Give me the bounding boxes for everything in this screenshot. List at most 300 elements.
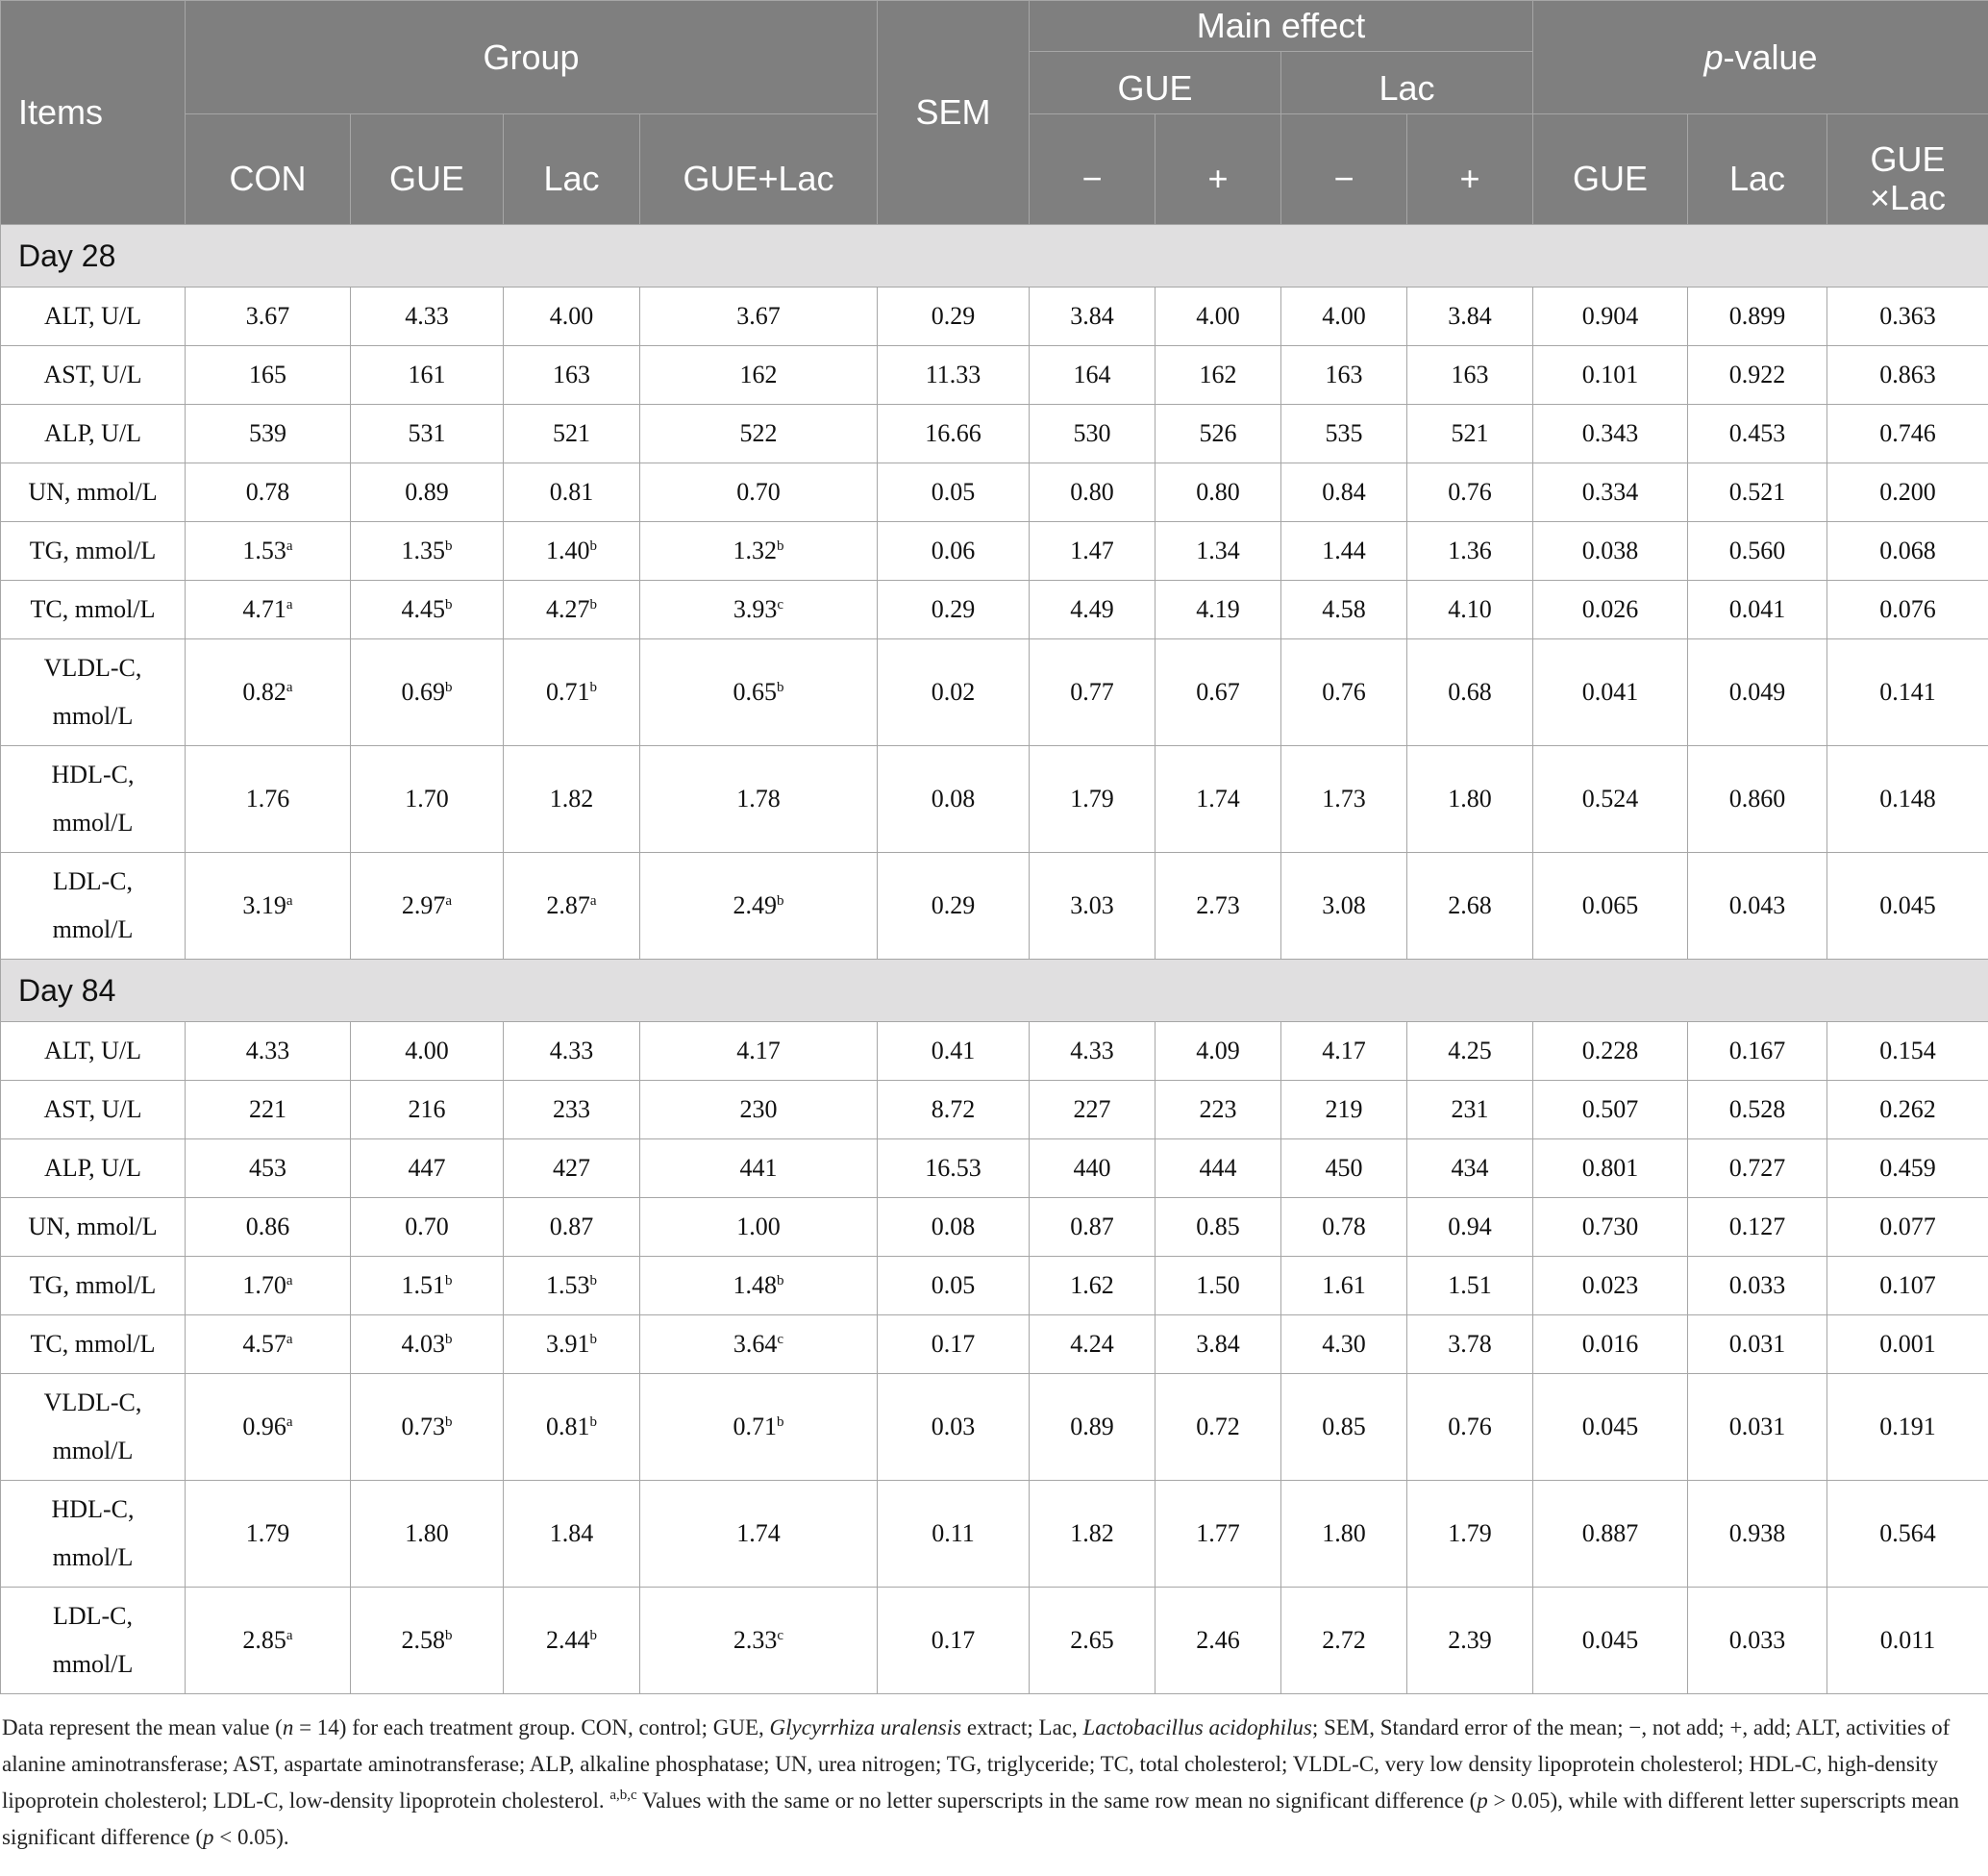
cell-lac xyxy=(504,1198,640,1257)
header-lac-plus: + xyxy=(1407,114,1533,225)
cell-gue-minus: 0.87 xyxy=(1030,1198,1156,1257)
cell-value: 3.64 xyxy=(733,1330,778,1358)
cell-lac xyxy=(504,522,640,581)
item-label: ALT, U/L xyxy=(43,302,142,330)
cell-gue xyxy=(351,1481,504,1588)
cell-lac-minus: 0.76 xyxy=(1281,639,1407,746)
table-footnote xyxy=(0,1694,1988,1856)
footnote-text: = 14) for each treatment group. CON, control; GUE, xyxy=(293,1715,770,1739)
cell-lac-plus: 0.94 xyxy=(1407,1198,1533,1257)
cell-con xyxy=(186,1481,351,1588)
item-label: mmol/L xyxy=(52,1650,134,1678)
header-group: Group xyxy=(186,1,878,114)
header-p-interaction xyxy=(1827,114,1988,225)
cell-gue-plus: 444 xyxy=(1156,1139,1281,1198)
cell-value: 1.48 xyxy=(733,1271,777,1299)
cell-gue xyxy=(351,405,504,463)
cell-p-lac: 0.043 xyxy=(1688,853,1827,960)
cell-p-gue: 0.524 xyxy=(1533,746,1688,853)
cell-lac xyxy=(504,346,640,405)
header-p-int-line1: GUE xyxy=(1870,139,1946,179)
cell-value: 3.91 xyxy=(546,1330,590,1358)
item-label: AST, U/L xyxy=(43,1095,142,1123)
cell-value: 0.70 xyxy=(405,1213,449,1240)
table-row xyxy=(1,288,1988,346)
cell-gue-minus: 0.89 xyxy=(1030,1374,1156,1481)
cell-lac xyxy=(504,288,640,346)
cell-item xyxy=(1,522,186,581)
cell-gue-minus: 1.47 xyxy=(1030,522,1156,581)
cell-item xyxy=(1,853,186,960)
cell-lac-plus: 231 xyxy=(1407,1081,1533,1139)
cell-guelac xyxy=(640,1198,878,1257)
significance-letter: b xyxy=(589,538,597,554)
significance-letter: b xyxy=(589,680,597,695)
cell-item xyxy=(1,639,186,746)
cell-gue-plus: 2.73 xyxy=(1156,853,1281,960)
significance-letter: c xyxy=(777,597,784,613)
significance-letter: a xyxy=(589,893,597,909)
significance-letter: a xyxy=(286,1273,293,1288)
cell-guelac xyxy=(640,1257,878,1315)
cell-p-lac: 0.031 xyxy=(1688,1315,1827,1374)
cell-p-int: 0.564 xyxy=(1827,1481,1988,1588)
item-label: ALP, U/L xyxy=(43,1154,142,1182)
cell-p-gue: 0.041 xyxy=(1533,639,1688,746)
header-items: Items xyxy=(1,1,186,225)
cell-item xyxy=(1,1198,186,1257)
header-lac-minus: − xyxy=(1281,114,1407,225)
significance-letter: b xyxy=(777,893,784,909)
significance-letter: a xyxy=(286,597,293,613)
cell-item xyxy=(1,1139,186,1198)
cell-value: 0.71 xyxy=(733,1413,777,1440)
cell-p-gue: 0.038 xyxy=(1533,522,1688,581)
cell-value: 2.87 xyxy=(546,891,590,919)
header-p-suffix: -value xyxy=(1723,37,1818,77)
cell-gue-plus: 0.80 xyxy=(1156,463,1281,522)
cell-con xyxy=(186,581,351,639)
table-row xyxy=(1,581,1988,639)
cell-value: 4.33 xyxy=(245,1037,290,1064)
table-row xyxy=(1,746,1988,853)
cell-lac-plus: 1.51 xyxy=(1407,1257,1533,1315)
cell-lac-minus: 1.44 xyxy=(1281,522,1407,581)
cell-gue-minus: 440 xyxy=(1030,1139,1156,1198)
table-row xyxy=(1,1198,1988,1257)
cell-sem: 0.17 xyxy=(878,1315,1030,1374)
header-gue-plus: + xyxy=(1156,114,1281,225)
cell-guelac xyxy=(640,1588,878,1694)
cell-p-lac: 0.938 xyxy=(1688,1481,1827,1588)
cell-value: 427 xyxy=(553,1154,590,1182)
significance-letter: b xyxy=(445,597,453,613)
header-main-gue: GUE xyxy=(1030,52,1281,114)
cell-sem: 16.53 xyxy=(878,1139,1030,1198)
cell-gue xyxy=(351,1198,504,1257)
cell-sem: 0.08 xyxy=(878,1198,1030,1257)
cell-p-int: 0.068 xyxy=(1827,522,1988,581)
cell-lac-minus: 4.00 xyxy=(1281,288,1407,346)
cell-sem: 0.11 xyxy=(878,1481,1030,1588)
cell-value: 1.53 xyxy=(242,537,286,564)
item-label: mmol/L xyxy=(52,915,134,943)
cell-p-lac: 0.031 xyxy=(1688,1374,1827,1481)
cell-value: 2.85 xyxy=(242,1626,286,1654)
cell-value: 1.84 xyxy=(549,1519,594,1547)
significance-letter: b xyxy=(445,680,453,695)
cell-lac-minus: 4.30 xyxy=(1281,1315,1407,1374)
cell-gue xyxy=(351,463,504,522)
footnote-text: < 0.05). xyxy=(213,1825,289,1849)
cell-value: 4.17 xyxy=(736,1037,781,1064)
cell-lac-minus: 0.85 xyxy=(1281,1374,1407,1481)
cell-gue-minus: 4.24 xyxy=(1030,1315,1156,1374)
cell-gue xyxy=(351,288,504,346)
cell-p-int: 0.076 xyxy=(1827,581,1988,639)
significance-letter: b xyxy=(589,597,597,613)
cell-gue-plus: 1.77 xyxy=(1156,1481,1281,1588)
cell-lac xyxy=(504,1139,640,1198)
item-label: LDL-C, xyxy=(52,867,134,895)
cell-p-lac: 0.127 xyxy=(1688,1198,1827,1257)
cell-value: 4.27 xyxy=(546,595,590,623)
significance-letter: b xyxy=(777,1414,784,1430)
cell-sem: 0.29 xyxy=(878,853,1030,960)
table-row xyxy=(1,1081,1988,1139)
cell-p-gue: 0.904 xyxy=(1533,288,1688,346)
cell-con xyxy=(186,639,351,746)
cell-gue xyxy=(351,1588,504,1694)
footnote-n: n xyxy=(282,1715,294,1739)
cell-guelac xyxy=(640,853,878,960)
header-gue-lac: GUE+Lac xyxy=(640,114,878,225)
cell-guelac xyxy=(640,746,878,853)
cell-lac xyxy=(504,1081,640,1139)
cell-p-int: 0.154 xyxy=(1827,1022,1988,1081)
cell-value: 1.53 xyxy=(546,1271,590,1299)
cell-value: 1.76 xyxy=(245,785,290,813)
cell-p-lac: 0.033 xyxy=(1688,1257,1827,1315)
cell-value: 539 xyxy=(249,419,286,447)
cell-gue-minus: 4.33 xyxy=(1030,1022,1156,1081)
cell-value: 4.03 xyxy=(401,1330,445,1358)
cell-value: 221 xyxy=(249,1095,286,1123)
footnote-text: Data represent the mean value ( xyxy=(2,1715,283,1739)
cell-lac-plus: 3.84 xyxy=(1407,288,1533,346)
cell-sem: 0.17 xyxy=(878,1588,1030,1694)
cell-item xyxy=(1,581,186,639)
cell-gue-minus: 0.77 xyxy=(1030,639,1156,746)
cell-lac-minus: 1.73 xyxy=(1281,746,1407,853)
table-header xyxy=(1,1,1988,225)
cell-value: 0.69 xyxy=(401,678,445,706)
item-label: UN, mmol/L xyxy=(28,1213,158,1240)
cell-guelac xyxy=(640,1481,878,1588)
cell-gue xyxy=(351,1257,504,1315)
cell-guelac xyxy=(640,639,878,746)
footnote-superscript: a,b,c xyxy=(609,1788,637,1803)
cell-guelac xyxy=(640,346,878,405)
cell-gue xyxy=(351,1139,504,1198)
cell-item xyxy=(1,346,186,405)
footnote-text: ; SEM, Standard error of the mean; −, not add; +, add; ALT, activities of alanine aminotransferase; AST, aspartate aminotransferase; ALP, alkaline phosphatase; UN, urea nitrogen; TG, triglyceride; TC, total cholesterol; VLDL-C, very low density lipoprotein cholesterol; HDL-C, high-density lipoprotein cholesterol; LDL-C, low-density lipoprotein cholesterol. xyxy=(2,1715,1951,1813)
table-row xyxy=(1,522,1988,581)
cell-con xyxy=(186,1374,351,1481)
cell-lac-minus: 163 xyxy=(1281,346,1407,405)
item-label: TG, mmol/L xyxy=(29,1271,157,1299)
cell-sem: 0.03 xyxy=(878,1374,1030,1481)
cell-sem: 0.06 xyxy=(878,522,1030,581)
table-row xyxy=(1,1588,1988,1694)
cell-value: 165 xyxy=(249,361,286,388)
cell-lac-minus: 4.17 xyxy=(1281,1022,1407,1081)
cell-con xyxy=(186,853,351,960)
cell-p-gue: 0.343 xyxy=(1533,405,1688,463)
cell-gue-plus: 3.84 xyxy=(1156,1315,1281,1374)
cell-value: 4.33 xyxy=(549,1037,594,1064)
cell-lac-plus: 0.76 xyxy=(1407,1374,1533,1481)
header-p-lac: Lac xyxy=(1688,114,1827,225)
cell-gue xyxy=(351,581,504,639)
cell-value: 1.32 xyxy=(733,537,777,564)
cell-value: 4.71 xyxy=(242,595,286,623)
cell-value: 447 xyxy=(408,1154,446,1182)
cell-p-lac: 0.922 xyxy=(1688,346,1827,405)
cell-value: 3.19 xyxy=(242,891,286,919)
cell-gue-plus: 4.19 xyxy=(1156,581,1281,639)
cell-lac-plus: 4.10 xyxy=(1407,581,1533,639)
footnote-p: p xyxy=(1477,1788,1488,1813)
cell-lac-minus: 0.84 xyxy=(1281,463,1407,522)
cell-value: 3.67 xyxy=(245,302,290,330)
item-label: mmol/L xyxy=(52,1543,134,1571)
cell-p-lac: 0.727 xyxy=(1688,1139,1827,1198)
cell-gue-plus: 162 xyxy=(1156,346,1281,405)
cell-gue-minus: 530 xyxy=(1030,405,1156,463)
cell-gue-minus: 3.03 xyxy=(1030,853,1156,960)
cell-guelac xyxy=(640,405,878,463)
cell-gue xyxy=(351,1022,504,1081)
item-label: TC, mmol/L xyxy=(30,595,156,623)
cell-con xyxy=(186,1588,351,1694)
significance-letter: b xyxy=(589,1273,597,1288)
table-row xyxy=(1,1257,1988,1315)
cell-gue-minus: 0.80 xyxy=(1030,463,1156,522)
cell-value: 0.96 xyxy=(242,1413,286,1440)
cell-value: 1.78 xyxy=(736,785,781,813)
cell-lac xyxy=(504,1481,640,1588)
item-label: VLDL-C, xyxy=(43,1388,142,1416)
cell-p-lac: 0.049 xyxy=(1688,639,1827,746)
cell-item xyxy=(1,288,186,346)
cell-lac-plus: 0.76 xyxy=(1407,463,1533,522)
cell-lac xyxy=(504,405,640,463)
significance-letter: b xyxy=(589,1414,597,1430)
footnote-text: Values with the same or no letter superscripts in the same row mean no significant difference ( xyxy=(636,1788,1478,1813)
header-main-effect: Main effect xyxy=(1030,1,1533,52)
cell-value: 2.33 xyxy=(733,1626,778,1654)
cell-value: 521 xyxy=(553,419,590,447)
table-row xyxy=(1,1139,1988,1198)
table-row xyxy=(1,405,1988,463)
significance-letter: a xyxy=(286,1414,293,1430)
cell-lac xyxy=(504,1374,640,1481)
cell-guelac xyxy=(640,1374,878,1481)
cell-p-gue: 0.334 xyxy=(1533,463,1688,522)
cell-lac-plus: 3.78 xyxy=(1407,1315,1533,1374)
table-row xyxy=(1,639,1988,746)
cell-sem: 0.02 xyxy=(878,639,1030,746)
cell-lac xyxy=(504,1257,640,1315)
cell-p-lac: 0.521 xyxy=(1688,463,1827,522)
significance-letter: b xyxy=(589,1628,597,1643)
item-label: ALT, U/L xyxy=(43,1037,142,1064)
cell-value: 4.00 xyxy=(405,1037,449,1064)
section-label: Day 84 xyxy=(1,960,1988,1022)
cell-p-lac: 0.167 xyxy=(1688,1022,1827,1081)
cell-p-int: 0.148 xyxy=(1827,746,1988,853)
table-row xyxy=(1,1315,1988,1374)
significance-letter: b xyxy=(445,1273,453,1288)
cell-value: 2.58 xyxy=(401,1626,445,1654)
significance-letter: b xyxy=(589,1332,597,1347)
cell-lac xyxy=(504,746,640,853)
cell-guelac xyxy=(640,1315,878,1374)
cell-gue-plus: 1.34 xyxy=(1156,522,1281,581)
item-label: mmol/L xyxy=(52,809,134,837)
cell-gue xyxy=(351,746,504,853)
cell-value: 0.87 xyxy=(549,1213,594,1240)
cell-lac-plus: 163 xyxy=(1407,346,1533,405)
cell-value: 441 xyxy=(739,1154,778,1182)
cell-lac-plus: 521 xyxy=(1407,405,1533,463)
cell-p-int: 0.200 xyxy=(1827,463,1988,522)
cell-value: 0.73 xyxy=(401,1413,445,1440)
cell-p-int: 0.363 xyxy=(1827,288,1988,346)
table-row xyxy=(1,463,1988,522)
cell-guelac xyxy=(640,288,878,346)
cell-lac xyxy=(504,463,640,522)
cell-gue-minus: 1.79 xyxy=(1030,746,1156,853)
cell-gue xyxy=(351,853,504,960)
cell-gue-plus: 0.85 xyxy=(1156,1198,1281,1257)
cell-gue-minus: 2.65 xyxy=(1030,1588,1156,1694)
cell-guelac xyxy=(640,1081,878,1139)
cell-value: 0.81 xyxy=(549,478,594,506)
cell-gue-plus: 1.50 xyxy=(1156,1257,1281,1315)
significance-letter: c xyxy=(777,1332,784,1347)
cell-value: 0.86 xyxy=(245,1213,290,1240)
cell-value: 0.89 xyxy=(405,478,449,506)
cell-value: 4.45 xyxy=(401,595,445,623)
cell-guelac xyxy=(640,522,878,581)
cell-value: 1.00 xyxy=(736,1213,781,1240)
cell-value: 2.44 xyxy=(546,1626,590,1654)
cell-p-int: 0.863 xyxy=(1827,346,1988,405)
item-label: ALP, U/L xyxy=(43,419,142,447)
cell-gue-plus: 1.74 xyxy=(1156,746,1281,853)
cell-value: 1.80 xyxy=(405,1519,449,1547)
cell-con xyxy=(186,288,351,346)
table-row xyxy=(1,346,1988,405)
cell-gue-minus: 4.49 xyxy=(1030,581,1156,639)
significance-letter: b xyxy=(777,538,784,554)
cell-p-gue: 0.023 xyxy=(1533,1257,1688,1315)
section-row xyxy=(1,960,1988,1022)
cell-p-gue: 0.045 xyxy=(1533,1374,1688,1481)
cell-con xyxy=(186,1022,351,1081)
header-gue: GUE xyxy=(351,114,504,225)
cell-sem: 8.72 xyxy=(878,1081,1030,1139)
table-row xyxy=(1,1481,1988,1588)
cell-sem: 0.08 xyxy=(878,746,1030,853)
cell-lac xyxy=(504,853,640,960)
cell-con xyxy=(186,405,351,463)
cell-gue-plus: 0.72 xyxy=(1156,1374,1281,1481)
cell-p-gue: 0.887 xyxy=(1533,1481,1688,1588)
cell-item xyxy=(1,1022,186,1081)
cell-lac xyxy=(504,581,640,639)
cell-value: 161 xyxy=(408,361,446,388)
cell-sem: 0.29 xyxy=(878,581,1030,639)
cell-p-gue: 0.026 xyxy=(1533,581,1688,639)
item-label: VLDL-C, xyxy=(43,654,142,682)
item-label: TG, mmol/L xyxy=(29,537,157,564)
cell-lac-minus: 1.61 xyxy=(1281,1257,1407,1315)
significance-letter: b xyxy=(445,1628,453,1643)
cell-sem: 16.66 xyxy=(878,405,1030,463)
cell-item xyxy=(1,1315,186,1374)
cell-lac-minus: 3.08 xyxy=(1281,853,1407,960)
cell-lac xyxy=(504,639,640,746)
cell-value: 1.35 xyxy=(401,537,445,564)
table-row xyxy=(1,1374,1988,1481)
cell-p-gue: 0.801 xyxy=(1533,1139,1688,1198)
cell-p-gue: 0.045 xyxy=(1533,1588,1688,1694)
significance-letter: c xyxy=(777,1628,784,1643)
cell-gue-plus: 2.46 xyxy=(1156,1588,1281,1694)
header-main-lac: Lac xyxy=(1281,52,1533,114)
cell-guelac xyxy=(640,1139,878,1198)
significance-letter: b xyxy=(777,1273,784,1288)
cell-value: 3.93 xyxy=(733,595,778,623)
cell-value: 1.70 xyxy=(242,1271,286,1299)
cell-lac-minus: 535 xyxy=(1281,405,1407,463)
cell-gue xyxy=(351,522,504,581)
section-row xyxy=(1,225,1988,288)
cell-lac-plus: 0.68 xyxy=(1407,639,1533,746)
cell-value: 1.40 xyxy=(546,537,590,564)
cell-item xyxy=(1,746,186,853)
cell-value: 4.00 xyxy=(549,302,594,330)
significance-letter: b xyxy=(445,1414,453,1430)
cell-value: 522 xyxy=(739,419,778,447)
cell-p-lac: 0.860 xyxy=(1688,746,1827,853)
cell-lac-plus: 1.80 xyxy=(1407,746,1533,853)
cell-value: 1.79 xyxy=(245,1519,290,1547)
significance-letter: b xyxy=(445,1332,453,1347)
cell-gue-minus: 227 xyxy=(1030,1081,1156,1139)
cell-gue xyxy=(351,346,504,405)
cell-gue xyxy=(351,1315,504,1374)
header-gue-minus: − xyxy=(1030,114,1156,225)
cell-con xyxy=(186,746,351,853)
cell-item xyxy=(1,1081,186,1139)
significance-letter: b xyxy=(445,538,453,554)
cell-sem: 0.05 xyxy=(878,1257,1030,1315)
footnote-species: Lactobacillus acidophilus xyxy=(1082,1715,1312,1739)
